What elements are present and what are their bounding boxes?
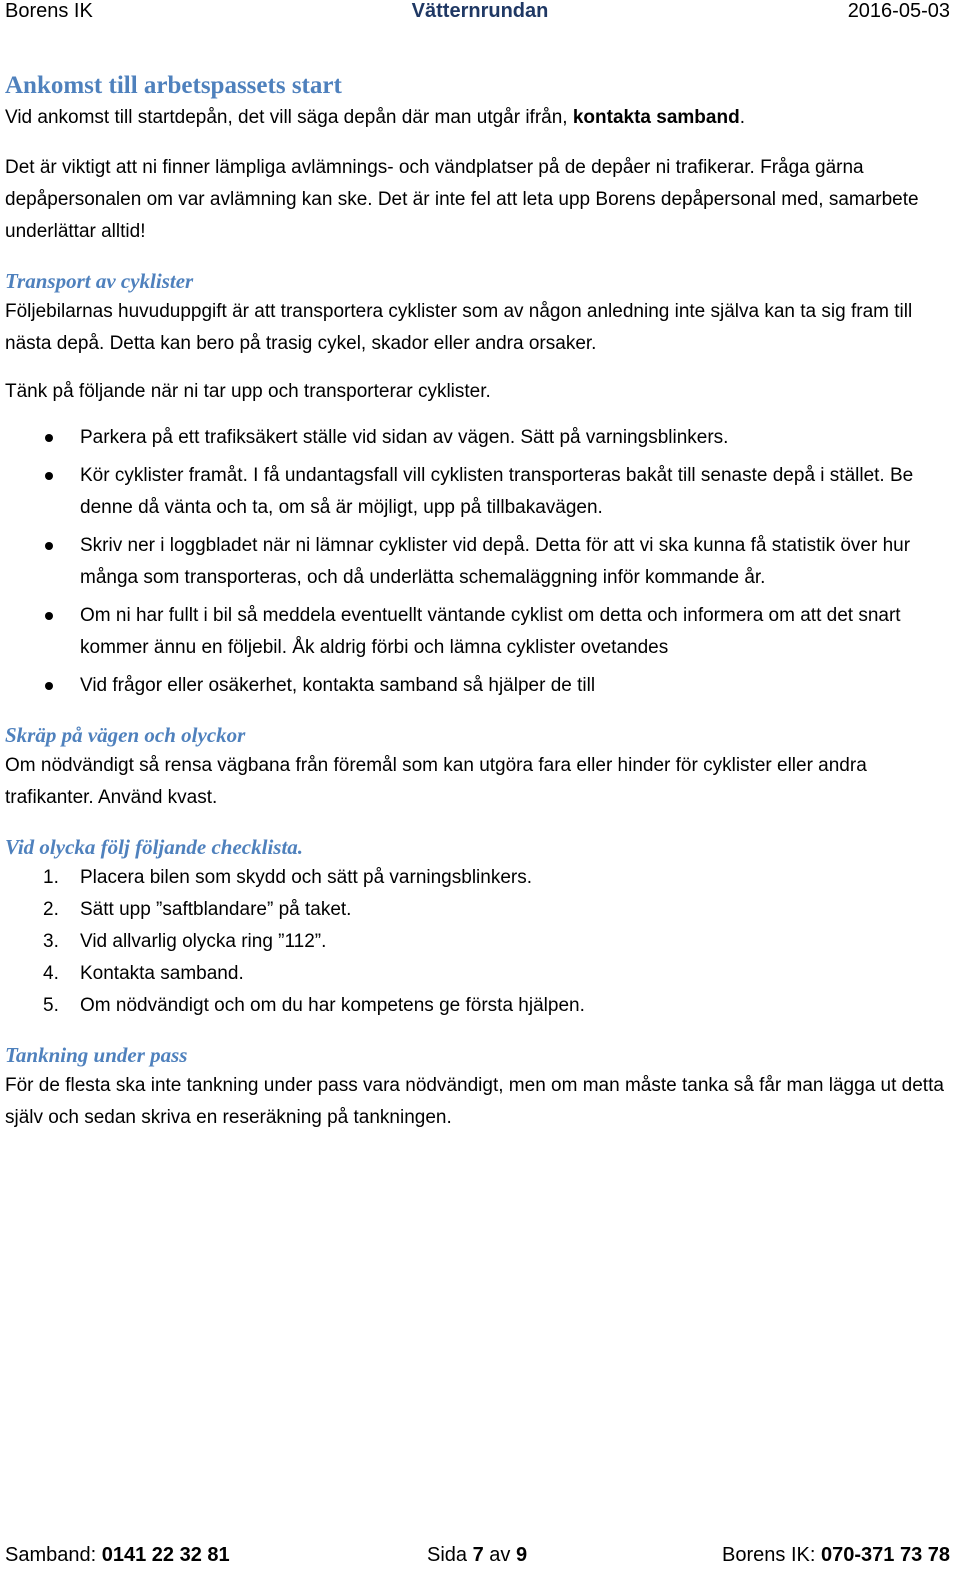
footer-phone: 070-371 73 78 bbox=[820, 1544, 950, 1566]
paragraph-refuel: För de flesta ska inte tankning under pass vara nödvändigt, men om man måste tanka så får man lägga ut detta själv och sedan skriva en reseräkning på tankningen. bbox=[5, 1075, 944, 1128]
list-item bbox=[5, 894, 945, 926]
list-item bbox=[5, 862, 945, 894]
accident-checklist bbox=[5, 862, 945, 1022]
list-item: Parkera på ett trafiksäkert ställe vid sidan av vägen. Sätt på varningsblinkers. bbox=[5, 422, 945, 454]
paragraph-text: Vid ankomst till startdepån, det vill säga depån där man utgår ifrån, bbox=[5, 107, 573, 128]
page-header bbox=[0, 0, 960, 28]
list-item: Skriv ner i loggbladet när ni lämnar cyklister vid depå. Detta för att vi ska kunna få statistik över hur många som transporteras, och då underlätta schemaläggning inför kommande år. bbox=[5, 530, 945, 594]
transport-bullet-list bbox=[5, 422, 945, 702]
list-item: Vid frågor eller osäkerhet, kontakta samband så hjälper de till bbox=[5, 670, 945, 702]
list-item bbox=[5, 926, 945, 958]
header-date: 2016-05-03 bbox=[847, 0, 950, 22]
footer-page-number bbox=[427, 1544, 527, 1567]
footer-borens bbox=[722, 1544, 950, 1567]
section-heading-transport: Transport av cyklister bbox=[5, 269, 194, 293]
list-item bbox=[5, 990, 945, 1022]
footer-samband bbox=[5, 1544, 230, 1567]
paragraph-arrival bbox=[5, 102, 945, 134]
list-text: Vid allvarlig olycka ring ”112”. bbox=[80, 931, 327, 952]
footer-label: Sida bbox=[427, 1544, 473, 1566]
list-text: Om nödvändigt och om du har kompetens ge första hjälpen. bbox=[80, 995, 585, 1016]
header-title: Vätternrundan bbox=[411, 0, 549, 22]
footer-label: Samband: bbox=[5, 1544, 102, 1566]
section-heading-checklist: Vid olycka följ följande checklista. bbox=[5, 835, 304, 859]
list-number: 5. bbox=[43, 995, 59, 1016]
list-text: Sätt upp ”saftblandare” på taket. bbox=[80, 899, 352, 920]
page-current: 7 bbox=[472, 1544, 484, 1566]
list-item: Kör cyklister framåt. I få undantagsfall vill cyklisten transporteras bakåt till senaste depå i stället. Be denne då vänta och ta, om så är möjligt, upp på tillbakavägen. bbox=[5, 460, 945, 524]
page-footer bbox=[0, 1544, 960, 1574]
list-number: 2. bbox=[43, 899, 59, 920]
page-total: 9 bbox=[515, 1544, 528, 1566]
list-text: Placera bilen som skydd och sätt på varningsblinkers. bbox=[80, 867, 533, 888]
list-item bbox=[5, 958, 945, 990]
bold-text: kontakta samband bbox=[572, 107, 740, 128]
list-number: 3. bbox=[43, 931, 59, 952]
section-heading-arrival: Ankomst till arbetspassets start bbox=[5, 72, 342, 99]
footer-label: av bbox=[483, 1544, 516, 1566]
header-org: Borens IK bbox=[5, 0, 93, 22]
paragraph-transport: Följebilarnas huvuduppgift är att transportera cyklister som av någon anledning inte själva kan ta sig fram till nästa depå. Detta kan bero på trasig cykel, skador eller andra orsaker. bbox=[5, 301, 913, 354]
list-number: 1. bbox=[43, 867, 59, 888]
list-text: Kontakta samband. bbox=[80, 963, 244, 984]
footer-phone: 0141 22 32 81 bbox=[101, 1544, 230, 1566]
paragraph-debris: Om nödvändigt så rensa vägbana från föremål som kan utgöra fara eller hinder för cyklister eller andra trafikanter. Använd kvast. bbox=[5, 755, 867, 808]
section-heading-refuel: Tankning under pass bbox=[5, 1043, 188, 1067]
paragraph-depots: Det är viktigt att ni finner lämpliga avlämnings- och vändplatser på de depåer ni trafikerar. Fråga gärna depåpersonalen om var avlämning kan ske. Det är inte fel att leta upp Borens depåpersonal med, samarbete underlättar alltid! bbox=[5, 157, 919, 242]
list-number: 4. bbox=[43, 963, 59, 984]
paragraph-think: Tänk på följande när ni tar upp och transporterar cyklister. bbox=[5, 381, 491, 402]
section-heading-debris: Skräp på vägen och olyckor bbox=[5, 723, 246, 747]
paragraph-text: . bbox=[739, 107, 745, 128]
list-item: Om ni har fullt i bil så meddela eventuellt väntande cyklist om detta och informera om att det snart kommer ännu en följebil. Åk aldrig förbi och lämna cyklister ovetandes bbox=[5, 600, 945, 664]
footer-label: Borens IK: bbox=[722, 1544, 821, 1566]
document-body bbox=[5, 70, 945, 1134]
